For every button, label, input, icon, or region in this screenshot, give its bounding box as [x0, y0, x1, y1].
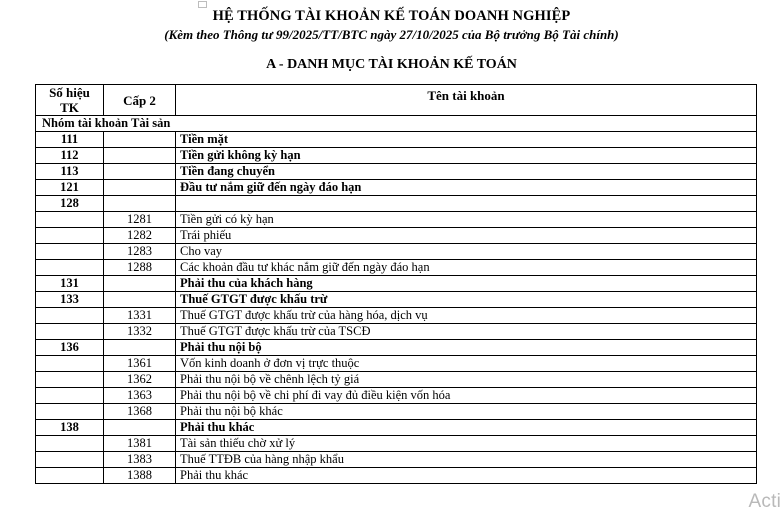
- cell-level2-number: 1361: [104, 356, 176, 372]
- cell-account-number: [36, 404, 104, 420]
- cell-account-name: Thuế GTGT được khấu trừ của hàng hóa, dịch vụ: [176, 308, 757, 324]
- table-row: [36, 324, 757, 340]
- cell-account-name: Phải thu nội bộ: [176, 340, 757, 356]
- table-row: [36, 132, 757, 148]
- cell-account-number: [36, 372, 104, 388]
- table-row: [36, 356, 757, 372]
- cell-account-number: [36, 388, 104, 404]
- table-header: [36, 85, 757, 116]
- cell-level2-number: 1331: [104, 308, 176, 324]
- cell-level2-number: 1368: [104, 404, 176, 420]
- cell-account-number: [36, 228, 104, 244]
- cell-level2-number: [104, 164, 176, 180]
- cell-account-name: [176, 196, 757, 212]
- cell-level2-number: 1288: [104, 260, 176, 276]
- table-row: [36, 292, 757, 308]
- cell-account-name: Cho vay: [176, 244, 757, 260]
- cell-level2-number: [104, 132, 176, 148]
- table-body: [36, 116, 757, 484]
- cell-account-name: Tiền gửi không kỳ hạn: [176, 148, 757, 164]
- cell-account-number: [36, 212, 104, 228]
- cell-account-name: Thuế GTGT được khấu trừ: [176, 292, 757, 308]
- cell-level2-number: 1281: [104, 212, 176, 228]
- cell-account-name: Thuế GTGT được khấu trừ của TSCĐ: [176, 324, 757, 340]
- cell-level2-number: [104, 196, 176, 212]
- cell-account-number: [36, 260, 104, 276]
- table-row: [36, 244, 757, 260]
- table-row: [36, 260, 757, 276]
- cell-account-name: Phải thu nội bộ khác: [176, 404, 757, 420]
- column-header-account-name: Tên tài khoản: [176, 85, 757, 116]
- cell-level2-number: 1381: [104, 436, 176, 452]
- cell-account-name: Thuế TTĐB của hàng nhập khẩu: [176, 452, 757, 468]
- table-row: [36, 164, 757, 180]
- cell-level2-number: 1282: [104, 228, 176, 244]
- activation-watermark: Acti: [748, 491, 781, 512]
- cell-account-number: 133: [36, 292, 104, 308]
- table-row: [36, 148, 757, 164]
- table-row: [36, 436, 757, 452]
- table-row: [36, 308, 757, 324]
- cell-account-name: Phải thu nội bộ về chi phí đi vay đủ điều kiện vốn hóa: [176, 388, 757, 404]
- cell-account-number: [36, 244, 104, 260]
- document-header: [0, 0, 783, 74]
- cell-account-number: [36, 324, 104, 340]
- cell-level2-number: 1332: [104, 324, 176, 340]
- table-row: [36, 404, 757, 420]
- cell-level2-number: [104, 340, 176, 356]
- cell-account-number: 111: [36, 132, 104, 148]
- column-header-account-number: [36, 85, 104, 116]
- cell-account-number: 136: [36, 340, 104, 356]
- page-artifact-marker: [198, 1, 207, 8]
- column-header-level2: Cấp 2: [104, 85, 176, 116]
- cell-account-name: Tiền đang chuyển: [176, 164, 757, 180]
- column-header-account-number-line1: Số hiệu: [49, 85, 90, 100]
- cell-account-number: [36, 356, 104, 372]
- account-group-label: Nhóm tài khoản Tài sản: [36, 116, 757, 132]
- cell-level2-number: [104, 148, 176, 164]
- cell-level2-number: [104, 180, 176, 196]
- table-row: [36, 372, 757, 388]
- table-row: [36, 468, 757, 484]
- cell-account-name: Tiền gửi có kỳ hạn: [176, 212, 757, 228]
- cell-account-number: [36, 308, 104, 324]
- cell-level2-number: 1363: [104, 388, 176, 404]
- cell-account-name: Phải thu nội bộ về chênh lệch tỷ giá: [176, 372, 757, 388]
- cell-level2-number: 1362: [104, 372, 176, 388]
- cell-account-number: 112: [36, 148, 104, 164]
- cell-level2-number: 1388: [104, 468, 176, 484]
- table-row: [36, 388, 757, 404]
- cell-account-number: 121: [36, 180, 104, 196]
- cell-account-name: Tiền mặt: [176, 132, 757, 148]
- account-table-container: [35, 84, 756, 484]
- cell-account-name: Phải thu khác: [176, 468, 757, 484]
- cell-account-number: [36, 452, 104, 468]
- cell-account-name: Tài sản thiếu chờ xử lý: [176, 436, 757, 452]
- cell-account-number: 131: [36, 276, 104, 292]
- table-header-row: [36, 85, 757, 116]
- cell-account-number: 113: [36, 164, 104, 180]
- table-row: [36, 276, 757, 292]
- section-heading: A - DANH MỤC TÀI KHOẢN KẾ TOÁN: [266, 57, 517, 72]
- column-header-account-number-line2: TK: [60, 100, 79, 115]
- table-row: [36, 452, 757, 468]
- table-row: [36, 116, 757, 132]
- table-row: [36, 180, 757, 196]
- cell-account-number: [36, 436, 104, 452]
- cell-level2-number: [104, 420, 176, 436]
- cell-account-name: Phải thu của khách hàng: [176, 276, 757, 292]
- document-subtitle: (Kèm theo Thông tư 99/2025/TT/BTC ngày 27/10/2025 của Bộ trưởng Bộ Tài chính): [164, 27, 619, 42]
- cell-level2-number: [104, 292, 176, 308]
- table-row: [36, 196, 757, 212]
- cell-account-name: Vốn kinh doanh ở đơn vị trực thuộc: [176, 356, 757, 372]
- cell-account-name: Phải thu khác: [176, 420, 757, 436]
- cell-level2-number: 1383: [104, 452, 176, 468]
- account-list-table: [35, 84, 757, 484]
- table-row: [36, 228, 757, 244]
- page-title: HỆ THỐNG TÀI KHOẢN KẾ TOÁN DOANH NGHIỆP: [212, 8, 571, 24]
- cell-account-number: [36, 468, 104, 484]
- table-row: [36, 420, 757, 436]
- table-row: [36, 212, 757, 228]
- cell-level2-number: [104, 276, 176, 292]
- cell-account-name: Đầu tư nắm giữ đến ngày đáo hạn: [176, 180, 757, 196]
- table-row: [36, 340, 757, 356]
- cell-account-number: 138: [36, 420, 104, 436]
- cell-account-number: 128: [36, 196, 104, 212]
- cell-account-name: Trái phiếu: [176, 228, 757, 244]
- cell-level2-number: 1283: [104, 244, 176, 260]
- cell-account-name: Các khoản đầu tư khác nắm giữ đến ngày đáo hạn: [176, 260, 757, 276]
